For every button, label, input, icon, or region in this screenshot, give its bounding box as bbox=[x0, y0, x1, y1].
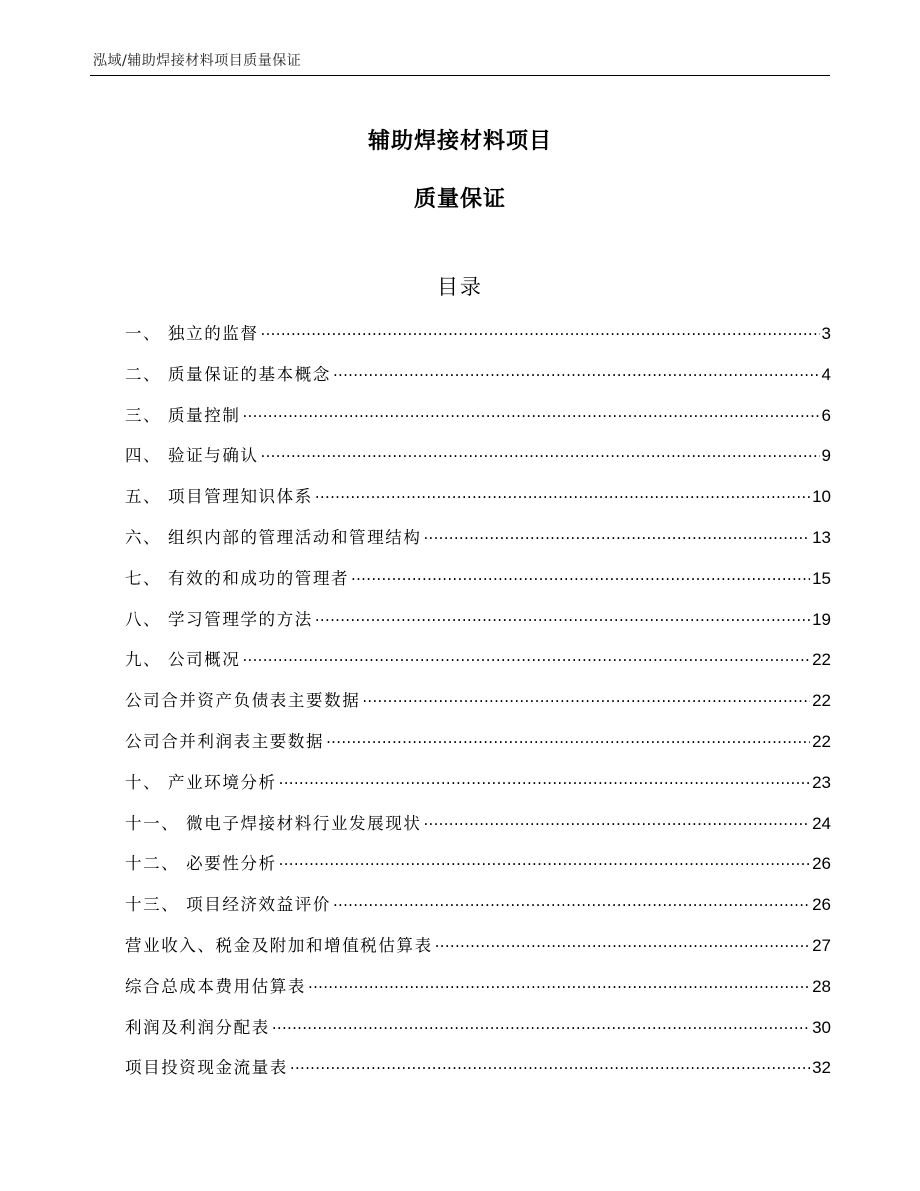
toc-entry[interactable] bbox=[125, 891, 831, 932]
toc-entry[interactable] bbox=[125, 850, 831, 891]
toc-dot-leader bbox=[279, 853, 810, 870]
toc-page-number: 3 bbox=[821, 324, 831, 343]
toc-entry[interactable] bbox=[125, 1014, 831, 1055]
toc-page-number: 23 bbox=[812, 772, 831, 792]
toc-entry[interactable] bbox=[125, 687, 831, 728]
toc-entry-label: 八、 学习管理学的方法 bbox=[125, 609, 313, 629]
toc-entry[interactable] bbox=[125, 442, 831, 483]
toc-dot-leader bbox=[279, 771, 810, 788]
document-title: 辅助焊接材料项目 bbox=[367, 129, 552, 154]
toc-entry-label: 十三、 项目经济效益评价 bbox=[125, 895, 331, 915]
toc-dot-leader bbox=[308, 975, 810, 992]
header-divider bbox=[90, 75, 830, 76]
toc-entry-label: 七、 有效的和成功的管理者 bbox=[125, 568, 350, 588]
toc-entry-label: 六、 组织内部的管理活动和管理结构 bbox=[125, 527, 422, 547]
toc-dot-leader bbox=[242, 404, 819, 421]
toc-page-number: 22 bbox=[812, 691, 831, 711]
toc-dot-leader bbox=[423, 812, 810, 829]
toc-page-number: 32 bbox=[812, 1058, 831, 1078]
toc-dot-leader bbox=[326, 730, 810, 747]
toc-entry-label: 综合总成本费用估算表 bbox=[125, 976, 306, 996]
toc-page-number: 13 bbox=[812, 527, 831, 547]
toc-page-number: 4 bbox=[821, 364, 831, 384]
toc-page-number: 27 bbox=[812, 935, 831, 955]
toc-dot-leader bbox=[290, 1057, 810, 1074]
toc-entry[interactable] bbox=[125, 606, 831, 647]
toc-dot-leader bbox=[242, 649, 810, 666]
toc-heading: 目录 bbox=[437, 275, 483, 299]
running-header: 泓域/辅助焊接材料项目质量保证 bbox=[93, 53, 302, 69]
document-subtitle: 质量保证 bbox=[413, 187, 506, 212]
toc-entry[interactable] bbox=[125, 973, 831, 1014]
toc-dot-leader bbox=[261, 323, 820, 340]
toc-page-number: 6 bbox=[821, 405, 831, 425]
toc-entry-label: 利润及利润分配表 bbox=[125, 1017, 270, 1037]
toc-page-number: 24 bbox=[812, 813, 831, 833]
toc-entry-label: 十二、 必要性分析 bbox=[125, 854, 277, 874]
toc-entry[interactable] bbox=[125, 1054, 831, 1095]
toc-entry[interactable] bbox=[125, 320, 831, 361]
toc-entry-label: 公司合并资产负债表主要数据 bbox=[125, 691, 361, 711]
toc-page-number: 26 bbox=[812, 895, 831, 915]
toc-entry[interactable] bbox=[125, 932, 831, 973]
toc-page-number: 19 bbox=[812, 609, 831, 629]
toc-entry[interactable] bbox=[125, 565, 831, 606]
toc-entry-label: 营业收入、税金及附加和增值税估算表 bbox=[125, 935, 433, 955]
toc-dot-leader bbox=[333, 894, 810, 911]
toc-dot-leader bbox=[423, 526, 810, 543]
toc-entry-label: 三、 质量控制 bbox=[125, 405, 241, 425]
toc-page-number: 30 bbox=[812, 1017, 831, 1037]
toc-entry[interactable] bbox=[125, 728, 831, 769]
toc-page-number: 22 bbox=[812, 650, 831, 670]
toc-entry-label: 五、 项目管理知识体系 bbox=[125, 487, 313, 507]
toc-entry-label: 公司合并利润表主要数据 bbox=[125, 731, 325, 751]
toc-page-number: 26 bbox=[812, 854, 831, 874]
toc-page-number: 10 bbox=[812, 487, 831, 507]
toc-entry-label: 二、 质量保证的基本概念 bbox=[125, 364, 331, 384]
toc-entry-label: 项目投资现金流量表 bbox=[125, 1058, 288, 1078]
toc-entry-label: 九、 公司概况 bbox=[125, 650, 241, 670]
toc-dot-leader bbox=[272, 1016, 810, 1033]
toc-entry-label: 一、 独立的监督 bbox=[125, 324, 259, 343]
toc-dot-leader bbox=[362, 690, 810, 707]
table-of-contents bbox=[125, 320, 831, 1095]
toc-entry[interactable] bbox=[125, 402, 831, 443]
toc-entry[interactable] bbox=[125, 483, 831, 524]
toc-entry[interactable] bbox=[125, 769, 831, 810]
toc-dot-leader bbox=[315, 486, 810, 503]
toc-page-number: 22 bbox=[812, 731, 831, 751]
toc-dot-leader bbox=[261, 445, 820, 462]
toc-dot-leader bbox=[351, 567, 810, 584]
toc-entry-label: 十一、 微电子焊接材料行业发展现状 bbox=[125, 813, 422, 833]
toc-dot-leader bbox=[435, 934, 810, 951]
toc-page-number: 15 bbox=[812, 568, 831, 588]
toc-entry[interactable] bbox=[125, 810, 831, 851]
toc-entry[interactable] bbox=[125, 524, 831, 565]
toc-entry-label: 四、 验证与确认 bbox=[125, 446, 259, 466]
toc-entry[interactable] bbox=[125, 646, 831, 687]
toc-page-number: 28 bbox=[812, 976, 831, 996]
toc-dot-leader bbox=[315, 608, 810, 625]
toc-page-number: 9 bbox=[821, 446, 831, 466]
toc-dot-leader bbox=[333, 363, 820, 380]
toc-entry-label: 十、 产业环境分析 bbox=[125, 772, 277, 792]
toc-entry[interactable] bbox=[125, 361, 831, 402]
